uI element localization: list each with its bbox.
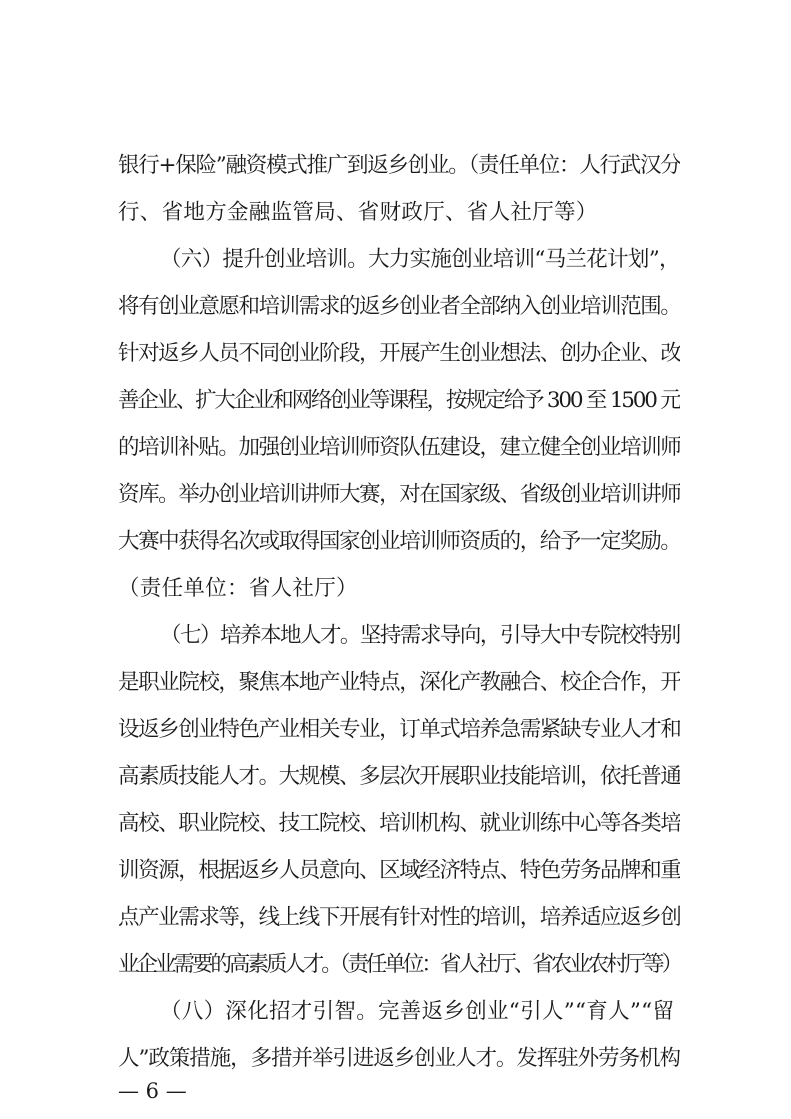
text-line-16: 训资源，根据返乡人员意向、区域经济特点、特色劳务品牌和重: [118, 858, 680, 883]
paragraph-6-heading-line: （六）提升创业培训。大力实施创业培训“马兰花计划”，: [160, 247, 680, 272]
text-line-14: 高素质技能人才。大规模、多层次开展职业技能培训，依托普通: [118, 764, 680, 789]
text-line-2: 行、省地方金融监管局、省财政厅、省人社厅等）: [118, 200, 598, 225]
text-line-8: 资库。举办创业培训讲师大赛，对在国家级、省级创业培训讲师: [118, 482, 680, 507]
text-line-17: 点产业需求等，线上线下开展有针对性的培训，培养适应返乡创: [118, 905, 680, 930]
paragraph-7-heading-line: （七）培养本地人才。坚持需求导向，引导大中专院校特别: [160, 623, 680, 648]
page-number: — 6 —: [118, 1079, 187, 1103]
text-line-20: 人”政策措施，多措并举引进返乡创业人才。发挥驻外劳务机构: [118, 1046, 680, 1071]
text-line-15: 高校、职业院校、技工院校、培训机构、就业训练中心等各类培: [118, 811, 680, 836]
text-line-6: 善企业、扩大企业和网络创业等课程，按规定给予 300 至 1500 元: [118, 388, 680, 413]
text-line-7: 的培训补贴。加强创业培训师资队伍建设，建立健全创业培训师: [118, 435, 680, 460]
text-line-1: 银行+保险”融资模式推广到返乡创业。（责任单位：人行武汉分: [118, 153, 680, 178]
text-line-12: 是职业院校，聚焦本地产业特点，深化产教融合、校企合作，开: [118, 670, 680, 695]
text-line-4: 将有创业意愿和培训需求的返乡创业者全部纳入创业培训范围。: [118, 294, 680, 319]
text-line-18: 业企业需要的高素质人才。（责任单位：省人社厅、省农业农村厅等）: [118, 952, 680, 977]
text-line-5: 针对返乡人员不同创业阶段，开展产生创业想法、创办企业、改: [118, 341, 680, 366]
paragraph-8-heading-line: （八）深化招才引智。完善返乡创业“引人”“育人”“留: [160, 999, 675, 1024]
text-line-10: （责任单位：省人社厅）: [118, 576, 358, 601]
text-line-9: 大赛中获得名次或取得国家创业培训师资质的，给予一定奖励。: [118, 529, 680, 554]
text-line-13: 设返乡创业特色产业相关专业，订单式培养急需紧缺专业人才和: [118, 717, 680, 742]
